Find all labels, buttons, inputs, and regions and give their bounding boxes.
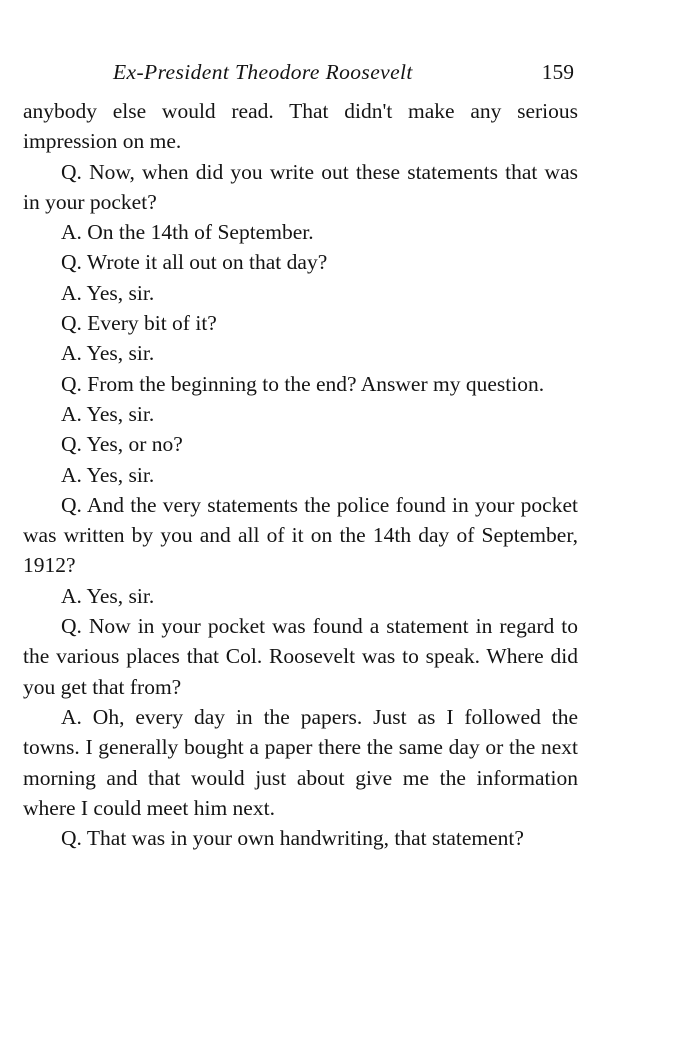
testimony-paragraph: Q. And the very statements the police found in your pocket was written by you and all of it on the 14th day of September, 1912? xyxy=(23,492,578,578)
testimony-paragraph: A. Yes, sir. xyxy=(61,280,155,305)
testimony-paragraph: A. Yes, sir. xyxy=(61,462,155,487)
running-title: Ex-President Theodore Roosevelt xyxy=(113,60,413,84)
testimony-paragraph: A. On the 14th of September. xyxy=(61,220,314,245)
page-number: 159 xyxy=(541,60,574,84)
testimony-paragraph: A. Oh, every day in the papers. Just as I followed the towns. I generally bought a paper there the same day or the next morning and that would just about give me the information where I could meet him next. xyxy=(23,704,578,820)
testimony-paragraph: A. Yes, sir. xyxy=(61,341,155,366)
testimony-paragraph: Q. Now, when did you write out these statements that was in your pocket? xyxy=(23,159,578,214)
testimony-paragraph: Q. Now in your pocket was found a statement in regard to the various places that Col. Roosevelt was to speak. Where did you get that from? xyxy=(23,614,578,699)
continued-paragraph: anybody else would read. That didn't make any serious impression on me. xyxy=(23,99,578,154)
book-page xyxy=(23,52,578,853)
testimony-paragraph: Q. That was in your own handwriting, that statement? xyxy=(61,826,524,851)
testimony-paragraph: A. Yes, sir. xyxy=(61,401,155,426)
body-text xyxy=(23,96,578,853)
testimony-paragraph: A. Yes, sir. xyxy=(61,583,155,608)
running-head xyxy=(23,52,578,96)
testimony-paragraph: Q. Every bit of it? xyxy=(61,311,217,336)
testimony-paragraph: Q. Yes, or no? xyxy=(61,432,183,457)
testimony-paragraph: Q. Wrote it all out on that day? xyxy=(61,250,328,275)
testimony-paragraph: Q. From the beginning to the end? Answer my question. xyxy=(61,371,545,396)
